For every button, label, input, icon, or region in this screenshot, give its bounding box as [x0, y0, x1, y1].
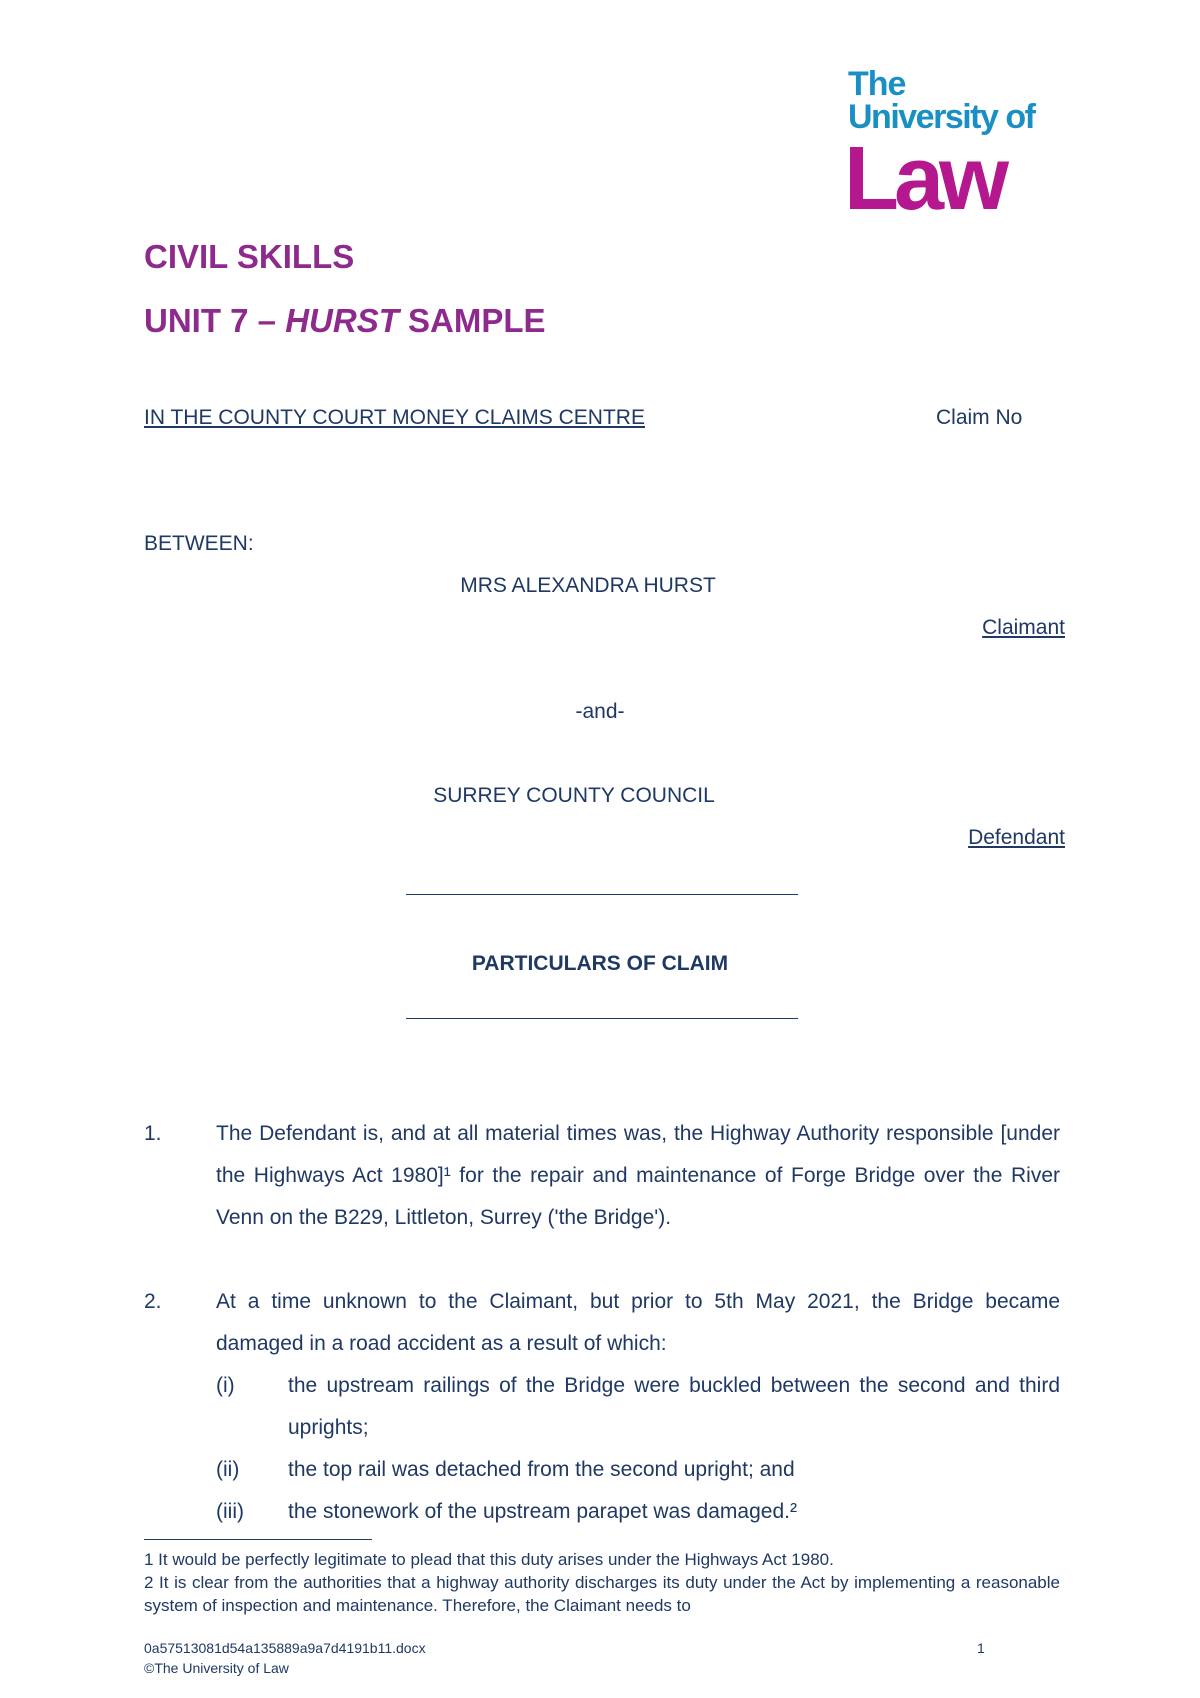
claim-no-label: Claim No — [936, 406, 1023, 429]
paragraph-number: 1. — [144, 1122, 162, 1145]
between-label: BETWEEN: — [144, 532, 254, 555]
title-rule-bottom — [406, 1018, 798, 1019]
footer-copyright: ©The University of Law — [144, 1660, 289, 1676]
footnote-1: 1 It would be perfectly legitimate to plead that this duty arises under the Highways Act 1980. — [144, 1550, 834, 1569]
unit-title — [144, 302, 546, 340]
paragraph-text: At a time unknown to the Claimant, but prior to 5th May 2021, the Bridge became damaged in a road accident as a result of which: — [216, 1290, 1060, 1355]
and-separator: -and- — [575, 700, 625, 723]
defendant-name: SURREY COUNTY COUNCIL — [433, 784, 715, 807]
subitem-text: the top rail was detached from the second upright; and — [288, 1458, 795, 1481]
paragraph-text: The Defendant is, and at all material times was, the Highway Authority responsible [under the Highways Act 1980]¹ for the repair and maintenance of Forge Bridge over the River Venn on the B229, Littleton, Surrey ('the Bridge'). — [216, 1122, 1060, 1229]
paragraph-2 — [144, 1281, 1060, 1371]
defendant-role: Defendant — [968, 826, 1065, 849]
paragraph-1 — [144, 1113, 1060, 1243]
logo-line-university: University of — [848, 98, 1035, 136]
title-rule-top — [406, 894, 798, 895]
logo-line-the: The — [848, 65, 906, 103]
subitem-text: the upstream railings of the Bridge were buckled between the second and third uprights; — [288, 1374, 1060, 1439]
paragraph-number: 2. — [144, 1290, 162, 1313]
claimant-role: Claimant — [982, 616, 1065, 639]
court-name: IN THE COUNTY COURT MONEY CLAIMS CENTRE — [144, 406, 645, 429]
page-number: 1 — [977, 1640, 985, 1656]
course-title: CIVIL SKILLS — [144, 238, 355, 275]
footer-filename: 0a57513081d54a135889a9a7d4191b11.docx — [144, 1640, 426, 1656]
logo-line-law: Law — [844, 129, 1005, 229]
subitem-text: the stonework of the upstream parapet was damaged.² — [288, 1500, 797, 1523]
unit-suffix: SAMPLE — [398, 302, 546, 339]
subitem-number: (iii) — [216, 1500, 244, 1523]
subitem-number: (i) — [216, 1374, 235, 1397]
university-logo — [844, 65, 1035, 229]
subitem-number: (ii) — [216, 1458, 240, 1481]
footnote-rule — [144, 1539, 372, 1540]
unit-italic: HURST — [285, 302, 399, 339]
unit-prefix: UNIT 7 – — [144, 302, 286, 339]
document-title: PARTICULARS OF CLAIM — [471, 952, 729, 975]
claimant-name: MRS ALEXANDRA HURST — [460, 574, 716, 597]
footnote-2: 2 It is clear from the authorities that a highway authority discharges its duty under the Act by implementing a reasonable system of inspection and maintenance. Therefore, the Claimant needs to — [144, 1573, 1060, 1615]
